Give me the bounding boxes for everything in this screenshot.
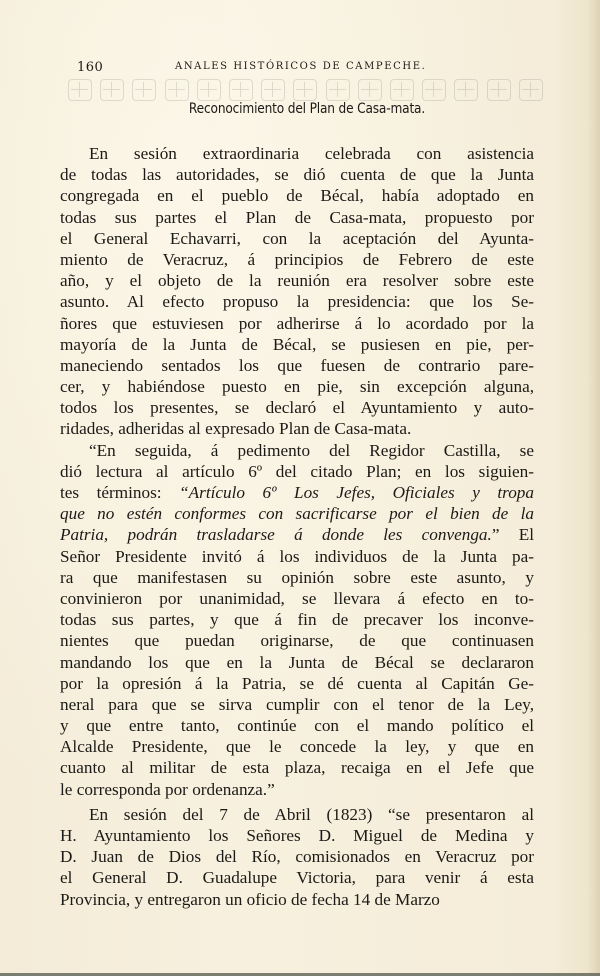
text-line: le corresponda por ordenanza.” bbox=[60, 779, 275, 799]
text-line: D. Juan de Dios del Río, comisionados en Veracruz por bbox=[60, 847, 534, 867]
text-line: cuanto al militar de esta plaza, recaiga en el Jefe que bbox=[60, 758, 534, 778]
ornament-icon bbox=[454, 79, 478, 101]
paragraph bbox=[60, 804, 534, 910]
running-title: ANALES HISTÓRICOS DE CAMPECHE. bbox=[175, 61, 427, 72]
text-line: el General Echavarri, con la aceptación del Ayunta- bbox=[60, 228, 534, 248]
text-line: En sesión extraordinaria celebrada con asistencia bbox=[89, 144, 534, 163]
text-line bbox=[60, 482, 534, 503]
ornament-icon bbox=[100, 79, 124, 101]
page-number: 160 bbox=[77, 60, 104, 75]
text-line: dió lectura al artículo 6º del citado Plan; en los siguien- bbox=[60, 461, 534, 481]
text-line: Alcalde Presidente, que le concede la ley, y que en bbox=[60, 737, 534, 757]
text-line: maneciendo sentados los que fuesen de contrario pare- bbox=[60, 355, 534, 375]
text-line: asunto. Al efecto propuso la presidencia: que los Se- bbox=[60, 292, 534, 312]
ornament-icon bbox=[197, 79, 221, 101]
italic-quote-text: Patria, podrán trasladarse á donde les convenga. bbox=[60, 525, 492, 545]
text-line bbox=[60, 503, 534, 524]
ornament-icon bbox=[358, 79, 382, 101]
text-line: cer, y habiéndose puesto en pie, sin excepción alguna, bbox=[60, 377, 534, 397]
text-line: Provincia, y entregaron un oficio de fecha 14 de Marzo bbox=[60, 889, 440, 909]
roman-text: tes términos: bbox=[60, 483, 180, 502]
page-edge-shadow bbox=[588, 0, 600, 976]
ornament-icon bbox=[390, 79, 414, 101]
text-line: y que entre tanto, continúe con el mando político el bbox=[60, 716, 534, 736]
ornament-icon bbox=[229, 79, 253, 101]
text-line: nientes que puedan originarse, de que continuasen bbox=[60, 631, 534, 651]
ornament-icon bbox=[487, 79, 511, 101]
text-line: ñores que estuviesen por adherirse á lo acordado por la bbox=[60, 313, 534, 333]
text-line bbox=[60, 524, 534, 545]
ornament-icon bbox=[326, 79, 350, 101]
text-line: “En seguida, á pedimento del Regidor Castilla, se bbox=[89, 440, 534, 460]
paragraph bbox=[60, 440, 534, 800]
text-line: convinieron por unanimidad, se llevara á efecto en to- bbox=[60, 588, 534, 608]
text-line: ra que manifestasen su opinión sobre este asunto, y bbox=[60, 567, 534, 587]
text-line: miento de Veracruz, á principios de Febrero de este bbox=[60, 249, 534, 269]
ornament-icon bbox=[519, 79, 543, 101]
text-line: mayoría de la Junta de Bécal, se pusiesen en pie, per- bbox=[60, 334, 534, 354]
text-line: ridades, adheridas al expresado Plan de Casa-mata. bbox=[60, 419, 412, 439]
ornament-icon bbox=[422, 79, 446, 101]
text-line: En sesión del 7 de Abril (1823) “se presentaron al bbox=[89, 804, 534, 824]
text-line: neral para que se sirva cumplir con el tenor de la Ley, bbox=[60, 694, 534, 714]
italic-quote-text: que no estén conformes con sacrificarse por el bien de la bbox=[60, 504, 534, 524]
body-text bbox=[60, 143, 534, 910]
text-line: el General D. Guadalupe Victoria, para venir á esta bbox=[60, 868, 534, 888]
paragraph bbox=[60, 143, 534, 440]
roman-text: ” El bbox=[491, 525, 535, 545]
text-line: todos los presentes, se declaró el Ayuntamiento y auto- bbox=[60, 398, 534, 418]
ornament-icon bbox=[132, 79, 156, 101]
show-through-ornament-band bbox=[68, 79, 543, 101]
ornament-icon bbox=[261, 79, 285, 101]
text-line: H. Ayuntamiento los Señores D. Miguel de Medina y bbox=[60, 826, 534, 845]
text-line: todas sus partes, y que á fin de precaver los inconve- bbox=[60, 610, 534, 630]
ornament-icon bbox=[165, 79, 189, 101]
text-line: año, y el objeto de la reunión era resolver sobre este bbox=[60, 271, 534, 291]
section-title: Reconocimiento del Plan de Casa-mata. bbox=[188, 101, 426, 117]
italic-quote-text: “Artículo 6º Los Jefes, Oficiales y tropa bbox=[179, 483, 534, 502]
text-line: congregada en el pueblo de Bécal, había adoptado en bbox=[60, 186, 534, 206]
text-line: Señor Presidente invitó á los individuos de la Junta pa- bbox=[60, 546, 534, 566]
ornament-icon bbox=[68, 79, 92, 101]
text-line: de todas las autoridades, se dió cuenta de que la Junta bbox=[60, 165, 534, 185]
text-line: mandando los que en la Junta de Bécal se declararon bbox=[60, 652, 534, 672]
ornament-icon bbox=[293, 79, 317, 101]
text-line: por la opresión á la Patria, se dé cuenta al Capitán Ge- bbox=[60, 673, 534, 693]
text-line: todas sus partes el Plan de Casa-mata, propuesto por bbox=[60, 207, 534, 227]
running-head bbox=[77, 60, 543, 78]
